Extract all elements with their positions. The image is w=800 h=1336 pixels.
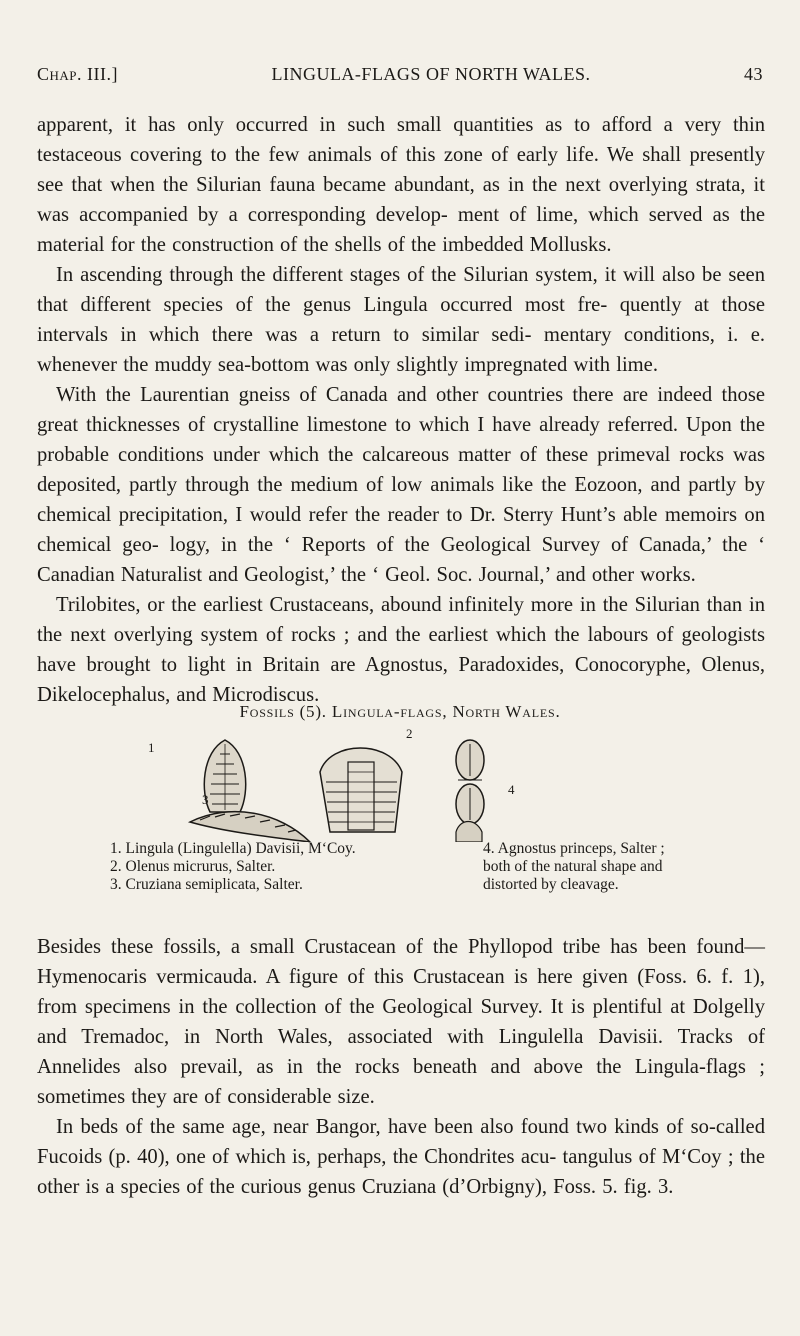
paragraph: With the Laurentian gneiss of Canada and other countries there are indeed those great thicknesses of crystalline limestone to which I have already referred. Upon the probable conditions under which the calcareous matter of these primeval rocks was deposited, partly through the medium of low animals like the Eozoon, and partly by chemical precipitation, I would refer the reader to Dr. Sterry Hunt’s able memoirs on chemical geo- logy, in the ‘ Reports of the Geological Survey of Canada,’ the ‘ Canadian Naturalist and Geologist,’ the ‘ Geol. Soc. Journal,’ and other works. [37, 384, 765, 586]
lingula-shell-illustration [204, 740, 245, 812]
paragraph: Besides these fossils, a small Crustacean of the Phyllopod tribe has been found—Hymenocaris vermicauda. A figure of this Crustacean is here given (Foss. 6. f. 1), from specimens in the collection of the Geological Survey. It is plentiful at Dolgelly and Tremadoc, in North Wales, associated with Lingulella Davisii. Tracks of Annelides also prevail, as in the rocks beneath and above the Lingula-flags ; sometimes they are of considerable size. [37, 936, 765, 1108]
figure-caption-left [110, 840, 430, 894]
paragraph: Trilobites, or the earliest Crustaceans, abound infinitely more in the Silurian than in the next overlying system of rocks ; and the earliest which the labours of geologists have brought to light in Britain are Agnostus, Paradoxides, Conocoryphe, Olenus, Dikelocephalus, and Microdiscus. [37, 594, 765, 706]
body-text-bottom [37, 932, 765, 1202]
paragraph: In beds of the same age, near Bangor, have been also found two kinds of so-called Fucoids (p. 40), one of which is, perhaps, the Chondrites acu- tangulus of M‘Coy ; the other is a species of the curious genus Cruziana (d’Orbigny), Foss. 5. fig. 3. [37, 1116, 765, 1198]
figure-label-2: 2 [406, 726, 413, 741]
running-title: LINGULA-FLAGS OF NORTH WALES. [271, 64, 591, 84]
figure-caption-right [483, 840, 703, 894]
paragraph: In ascending through the different stages of the Silurian system, it will also be seen that different species of the genus Lingula occurred most fre- quently at those intervals in which there was a return to similar sedi- mentary conditions, i. e. whenever the muddy sea-bottom was only slightly impregnated with lime. [37, 264, 765, 376]
running-header [37, 64, 763, 85]
caption-line: 2. Olenus micrurus, Salter. [110, 858, 276, 875]
page-number: 43 [744, 64, 763, 84]
caption-line: 4. Agnostus princeps, Salter ; [483, 840, 665, 857]
fossil-illustrations [170, 732, 590, 842]
caption-line: 1. Lingula (Lingulella) Davisii, M‘Coy. [110, 840, 356, 857]
caption-line: distorted by cleavage. [483, 876, 619, 893]
caption-line: both of the natural shape and [483, 858, 663, 875]
paragraph: apparent, it has only occurred in such small quantities as to afford a very thin testaceous covering to the few animals of this zone of early life. We shall presently see that when the Silurian fauna became abundant, as in the next overlying strata, it was accompanied by a corresponding develop- ment of lime, which served as the material for the construction of the shells of the imbedded Mollusks. [37, 114, 765, 256]
cruziana-track-illustration [190, 812, 310, 842]
figure-label-4: 4 [508, 782, 515, 797]
olenus-trilobite-illustration [320, 748, 402, 832]
caption-line: 3. Cruziana semiplicata, Salter. [110, 876, 303, 893]
agnostus-illustration [456, 740, 484, 842]
figure-label-1: 1 [148, 740, 155, 755]
chapter-label: Chap. III.] [37, 64, 118, 84]
figure-title: Fossils (5). Lingula-flags, North Wales. [239, 702, 561, 721]
figure-label-3: 3 [202, 792, 209, 807]
body-text-top [37, 110, 765, 710]
